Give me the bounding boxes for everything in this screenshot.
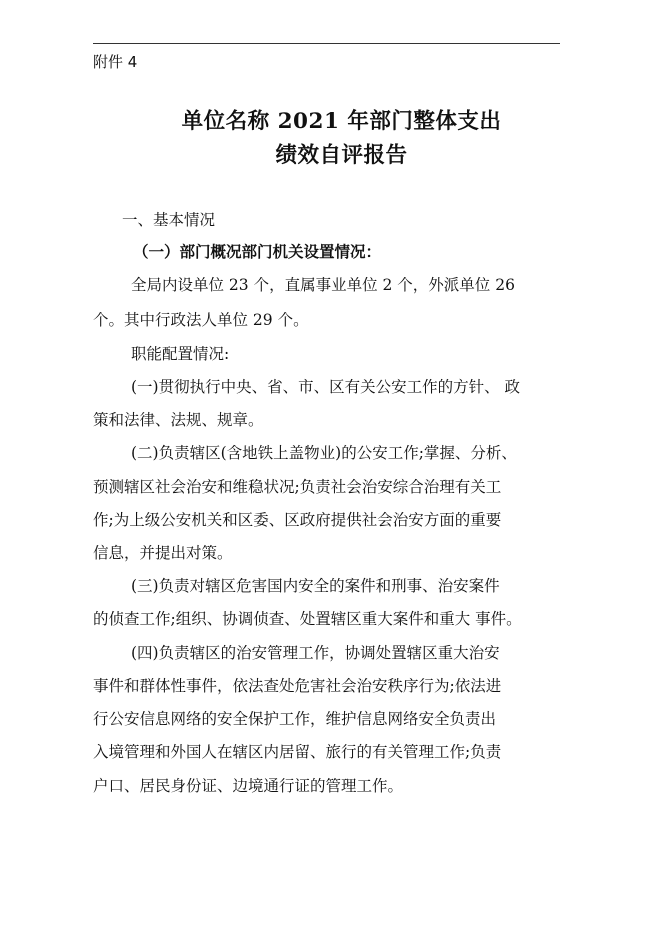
section-heading-basic-info: 一、基本情况 [122, 211, 216, 229]
report-title-line-2: 绩效自评报告 [275, 143, 408, 168]
function-3-line: 的侦查工作;组织、协调侦查、处置辖区重大案件和重大 事件。 [93, 610, 522, 628]
function-2-line: 作;为上级公安机关和区委、区政府提供社会治安方面的重要 [93, 511, 502, 529]
function-2-line: 信息，并提出对策。 [93, 544, 233, 562]
header-rule [93, 43, 560, 44]
functions-label: 职能配置情况: [131, 345, 230, 363]
function-2-line: (二)负责辖区(含地铁上盖物业)的公安工作;掌握、分析、 [131, 444, 517, 462]
paragraph-units-line: 个。其中行政法人单位 29 个。 [93, 311, 309, 329]
paragraph-units-line: 全局内设单位 23 个，直属事业单位 2 个，外派单位 26 [131, 276, 515, 294]
attachment-label: 附件 4 [93, 53, 138, 71]
function-4-line: (四)负责辖区的治安管理工作，协调处置辖区重大治安 [131, 644, 500, 662]
report-title-line-1: 单位名称 2021 年部门整体支出 [181, 109, 502, 134]
function-4-line: 入境管理和外国人在辖区内居留、旅行的有关管理工作;负责 [93, 743, 502, 761]
function-1-line: (一)贯彻执行中央、省、市、区有关公安工作的方针、 政 [131, 378, 521, 396]
function-4-line: 户口、居民身份证、边境通行证的管理工作。 [93, 777, 404, 795]
function-4-line: 事件和群体性事件，依法查处危害社会治安秩序行为;依法进 [93, 677, 502, 695]
function-3-line: (三)负责对辖区危害国内安全的案件和刑事、治安案件 [131, 577, 500, 595]
function-4-line: 行公安信息网络的安全保护工作，维护信息网络安全负责出 [93, 710, 497, 728]
subsection-heading-overview: （一）部门概况部门机关设置情况： [133, 242, 382, 261]
function-1-line: 策和法律、法规、规章。 [93, 411, 264, 429]
function-2-line: 预测辖区社会治安和维稳状况;负责社会治安综合治理有关工 [93, 478, 502, 496]
